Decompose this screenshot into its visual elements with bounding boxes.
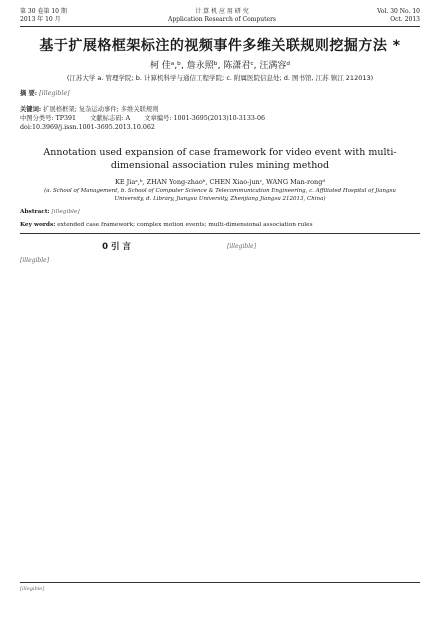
keywords-en-label: Key words: (20, 222, 56, 229)
clc-number: 中图分类号: TP391 (20, 115, 77, 122)
header-divider (20, 26, 420, 27)
footnote-text: [illegible] (20, 586, 45, 592)
paper-title-cn: 基于扩展格框架标注的视频事件多维关联规则挖掘方法 * (39, 38, 401, 54)
abstract-en-label: Abstract: (20, 209, 50, 215)
footnote (20, 582, 420, 594)
header-center (168, 8, 276, 24)
header-left (20, 8, 67, 24)
running-header (20, 8, 420, 24)
keywords-en-text: extended case framework; complex motion events; multi-dimensional association rules (57, 222, 313, 229)
body-columns (20, 242, 420, 266)
body-text-left: [illegible] (20, 257, 50, 265)
affiliation-en: (a. School of Management, b. School of Computer Science & Telecommunication Engineering, c. Affiliated Hospital of Jiangsu University, d. Library, Jiangsu University, Zhenjiang Jiangsu 212013, China) (44, 188, 396, 202)
authors-cn: 柯 佳ᵃ,ᵇ, 詹永照ᵇ, 陈潇君ᶜ, 汪满容ᵈ (149, 61, 291, 71)
body-text-right: [illegible] (227, 243, 257, 251)
keywords-cn-label: 关键词: (20, 105, 42, 113)
abstract-en-text: [illegible] (51, 209, 80, 215)
keywords-cn-text: 扩展格框架; 复杂运动事件; 多维关联规则 (43, 105, 159, 113)
abstract-cn-text: [illegible] (39, 90, 70, 97)
document-code: 文献标志码: A (90, 115, 131, 122)
keywords-en (20, 221, 420, 229)
affiliation-cn: (江苏大学 a. 管理学院; b. 计算机科学与通信工程学院; c. 附属医院信息处; d. 图书馆, 江苏 镇江 212013) (66, 74, 374, 82)
header-right (377, 8, 420, 24)
abstract-divider (20, 233, 420, 234)
classification-line (20, 114, 420, 123)
article-number: 文章编号: 1001-3695(2013)10-3133-06 (144, 115, 265, 122)
body-column-left (20, 242, 213, 266)
authors-en: KE Jiaᵃ,ᵇ, ZHAN Yong-zhaoᵇ, CHEN Xiao-junᶜ, WANG Man-rongᵈ (115, 178, 325, 186)
doi-line (20, 123, 420, 132)
journal-name-en: Application Research of Computers (167, 16, 277, 23)
date-label: 2013 年 10 月 (20, 16, 61, 23)
keywords-cn (20, 105, 420, 115)
volume-label: 第 30 卷第 10 期 (20, 8, 67, 15)
doi: doi:10.3969/j.issn.1001-3695.2013.10.062 (20, 124, 155, 131)
abstract-en (20, 208, 420, 216)
body-column-right (227, 242, 420, 266)
journal-name-cn: 计 算 机 应 用 研 究 (195, 8, 249, 15)
volume-label-en: Vol. 30 No. 10 (377, 8, 420, 15)
abstract-cn-label: 摘 要: (20, 90, 38, 97)
date-label-en: Oct. 2013 (390, 16, 420, 23)
section-heading-intro: 0 引 言 (102, 242, 131, 253)
abstract-cn (20, 89, 420, 99)
paper-title-en: Annotation used expansion of case framework for video event with multi-dimensional association rules mining method (43, 147, 397, 171)
